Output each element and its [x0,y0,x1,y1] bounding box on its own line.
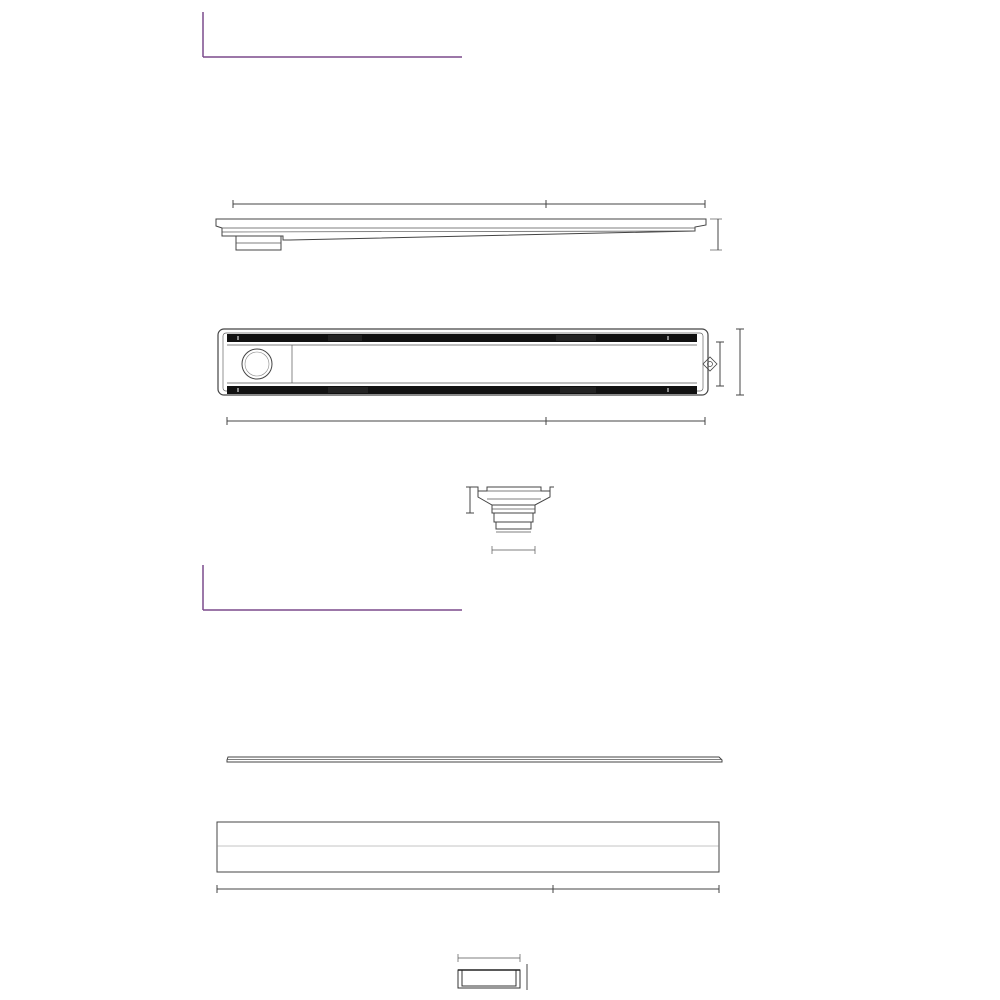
tampas-top-dimensions [217,885,719,893]
top-strip [227,334,697,342]
base-top-view-drawing [216,200,722,250]
section-tampas-header [203,565,462,610]
bottom-strip [227,386,697,394]
cover-outline [217,822,719,872]
cover-profile [458,970,520,988]
channel-profile [216,219,706,240]
tampas-front-view-drawing [227,757,722,762]
section-base-header [203,12,462,57]
base-front-view-drawing [218,329,744,425]
base-side-view-drawing [466,487,554,554]
body-profile [478,491,550,505]
tampas-top-view-drawing [217,822,719,872]
tampas-side-view-drawing [458,954,527,990]
